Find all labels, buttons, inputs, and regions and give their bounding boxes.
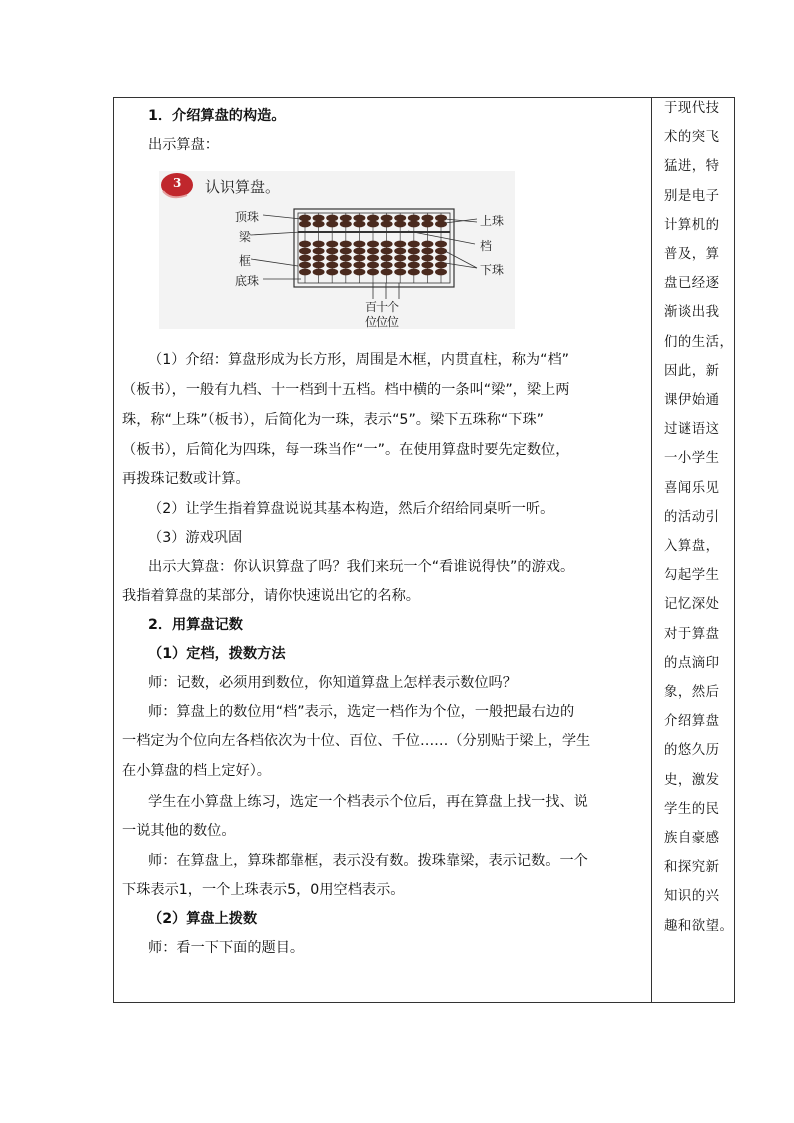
teacher-question-1: 师：记数，必须用到数位，你知道算盘上怎样表示数位吗？ [148, 675, 517, 691]
intro-line-3: 珠，称“上珠”（板书），后简化为一珠，表示“5”。梁下五珠称“下珠” [122, 412, 544, 428]
intro-line-5: 再拨珠记数或计算。 [122, 471, 250, 487]
abacus-bead [340, 255, 352, 262]
abacus-bead [353, 269, 365, 276]
abacus-bead [299, 221, 311, 228]
notes-line: 猛进，特 [664, 159, 720, 175]
abacus-bead [353, 262, 365, 269]
label-rod: 档 [480, 239, 493, 253]
abacus-bead [381, 269, 393, 276]
notes-line: 们的生活， [664, 334, 734, 350]
abacus-bead [408, 255, 420, 262]
abacus-bead [381, 221, 393, 228]
abacus-bead [421, 269, 433, 276]
abacus-bead [353, 248, 365, 255]
abacus-bead [299, 262, 311, 269]
abacus-bead [313, 241, 325, 248]
abacus-bead [408, 269, 420, 276]
abacus-bead [381, 248, 393, 255]
notes-line: 和探究新 [664, 860, 720, 876]
notes-line: 入算盘， [664, 539, 720, 554]
teacher-question-2: 师：看一下下面的题目。 [148, 940, 305, 956]
abacus-bead [299, 241, 311, 248]
abacus-bead [299, 269, 311, 276]
abacus-bead [313, 248, 325, 255]
point-3: （3）游戏巩固 [148, 530, 243, 546]
abacus-bead [340, 269, 352, 276]
abacus-bead [381, 262, 393, 269]
abacus-bead [313, 255, 325, 262]
abacus-bead [326, 221, 338, 228]
abacus-bead [353, 255, 365, 262]
abacus-bead [313, 221, 325, 228]
lesson-table [113, 97, 735, 1003]
abacus-bead [367, 269, 379, 276]
abacus-figure [159, 171, 515, 329]
abacus-bead [421, 221, 433, 228]
notes-line: 的点滴印 [664, 655, 720, 671]
notes-line: 喜闻乐见 [664, 480, 720, 496]
abacus-bead [394, 248, 406, 255]
abacus-bead [381, 255, 393, 262]
abacus-bead [353, 221, 365, 228]
teacher-line-3: 在小算盘的档上定好）。 [122, 763, 271, 779]
abacus-bead [299, 215, 311, 222]
abacus-bead [340, 248, 352, 255]
notes-line: 别是电子 [664, 188, 720, 204]
bead-line-2: 下珠表示1，一个上珠表示5，0用空档表示。 [122, 882, 405, 898]
abacus-bead [394, 241, 406, 248]
abacus-bead [394, 262, 406, 269]
label-top-bead: 顶珠 [235, 210, 260, 224]
abacus-bead [408, 241, 420, 248]
figure-title: 认识算盘。 [205, 178, 281, 196]
abacus-bead [326, 248, 338, 255]
abacus-bead [408, 248, 420, 255]
intro-line-4: （板书），后简化为四珠，每一珠当作“一”。在使用算盘时要先定数位， [122, 442, 570, 458]
abacus-bead [394, 255, 406, 262]
label-upper-bead: 上珠 [480, 214, 505, 228]
notes-line: 普及，算 [664, 247, 720, 262]
teacher-line-2: 一档定为个位向左各档依次为十位、百位、千位……（分别贴于梁上，学生 [122, 733, 591, 749]
main-column [114, 98, 651, 1002]
heading-counting: 2．用算盘记数 [148, 617, 243, 633]
sub-heading-2: （2）算盘上拨数 [148, 911, 258, 927]
abacus-bead [421, 241, 433, 248]
notes-line: 盘已经逐 [664, 276, 720, 292]
notes-line: 史，激发 [664, 772, 720, 788]
abacus-bead [367, 215, 379, 222]
notes-line: 象，然后 [664, 685, 720, 700]
place-labels-bottom: 位位位 [365, 315, 399, 329]
notes-line: 的活动引 [664, 509, 720, 525]
intro-line-2: （板书），一般有九档、十一档到十五档。档中横的一条叫“梁”，梁上两 [122, 382, 570, 398]
notes-line: 族自豪感 [664, 831, 720, 846]
notes-line: 对于算盘 [664, 626, 720, 642]
abacus-bead [435, 269, 447, 276]
notes-line: 因此，新 [664, 363, 720, 379]
abacus-bead [326, 241, 338, 248]
abacus-bead [313, 269, 325, 276]
student-line-2: 一说其他的数位。 [122, 823, 236, 839]
abacus-bead [326, 215, 338, 222]
abacus-bead [367, 255, 379, 262]
abacus-bead [367, 262, 379, 269]
intro-line-1: （1）介绍：算盘形成为长方形，周围是木框，内贯直柱，称为“档” [148, 352, 569, 368]
badge-number: 3 [173, 176, 182, 190]
label-frame: 框 [239, 254, 252, 268]
abacus-bead [408, 262, 420, 269]
abacus-bead [381, 215, 393, 222]
abacus-bead [435, 215, 447, 222]
game-line-1: 出示大算盘：你认识算盘了吗？我们来玩一个“看谁说得快”的游戏。 [148, 559, 575, 575]
notes-line: 一小学生 [664, 451, 720, 467]
heading-structure: 1．介绍算盘的构造。 [148, 108, 286, 124]
abacus-bead [326, 255, 338, 262]
notes-line: 学生的民 [664, 801, 720, 817]
abacus-bead [313, 262, 325, 269]
abacus-bead [408, 221, 420, 228]
notes-line: 趣和欲望。 [664, 918, 734, 934]
abacus-bead [340, 262, 352, 269]
notes-line: 知识的兴 [664, 889, 720, 905]
abacus-bead [421, 248, 433, 255]
abacus-bead [421, 262, 433, 269]
abacus-bead [367, 221, 379, 228]
abacus-bead [435, 241, 447, 248]
teacher-line-1: 师：算盘上的数位用“档”表示，选定一档作为个位，一般把最右边的 [148, 704, 575, 720]
notes-line: 记忆深处 [664, 597, 720, 613]
abacus-bead [340, 215, 352, 222]
abacus-bead [353, 215, 365, 222]
abacus-bead [353, 241, 365, 248]
notes-line: 介绍算盘 [664, 714, 720, 730]
abacus-bead [435, 255, 447, 262]
notes-line: 勾起学生 [664, 568, 720, 584]
student-line-1: 学生在小算盘上练习，选定一个档表示个位后，再在算盘上找一找、说 [148, 794, 588, 810]
abacus-bead [299, 255, 311, 262]
notes-line: 渐谈出我 [664, 305, 720, 321]
abacus-bead [435, 221, 447, 228]
abacus-bead [394, 215, 406, 222]
abacus-bead [326, 269, 338, 276]
notes-line: 课伊始通 [664, 393, 720, 408]
abacus-bead [299, 248, 311, 255]
game-line-2: 我指着算盘的某部分，请你快速说出它的名称。 [122, 588, 420, 604]
notes-line: 的悠久历 [664, 743, 720, 759]
sub-heading-1: （1）定档，拨数方法 [148, 646, 286, 662]
abacus-bead [340, 241, 352, 248]
abacus-bead [421, 215, 433, 222]
place-labels-top: 百十个 [365, 300, 399, 314]
bead-line-1: 师：在算盘上，算珠都靠框，表示没有数。拨珠靠梁，表示记数。一个 [148, 853, 588, 869]
abacus-bead [326, 262, 338, 269]
abacus-bead [408, 215, 420, 222]
abacus-bead [381, 241, 393, 248]
label-lower-bead: 下珠 [480, 263, 505, 277]
notes-column [652, 98, 736, 1002]
label-bottom-bead: 底珠 [235, 274, 260, 288]
notes-line: 于现代技 [664, 101, 720, 116]
abacus-bead [394, 269, 406, 276]
abacus-bead [394, 221, 406, 228]
abacus-bead [313, 215, 325, 222]
abacus-bead [367, 248, 379, 255]
abacus-bead [340, 221, 352, 228]
abacus-bead [367, 241, 379, 248]
abacus-bead [421, 255, 433, 262]
show-abacus-text: 出示算盘： [148, 137, 219, 153]
label-beam: 梁 [239, 230, 252, 244]
point-2: （2）让学生指着算盘说说其基本构造，然后介绍给同桌听一听。 [148, 501, 555, 517]
notes-line: 术的突飞 [664, 130, 720, 146]
abacus-bead [435, 262, 447, 269]
notes-line: 过谜语这 [664, 422, 720, 438]
notes-line: 计算机的 [664, 217, 720, 233]
